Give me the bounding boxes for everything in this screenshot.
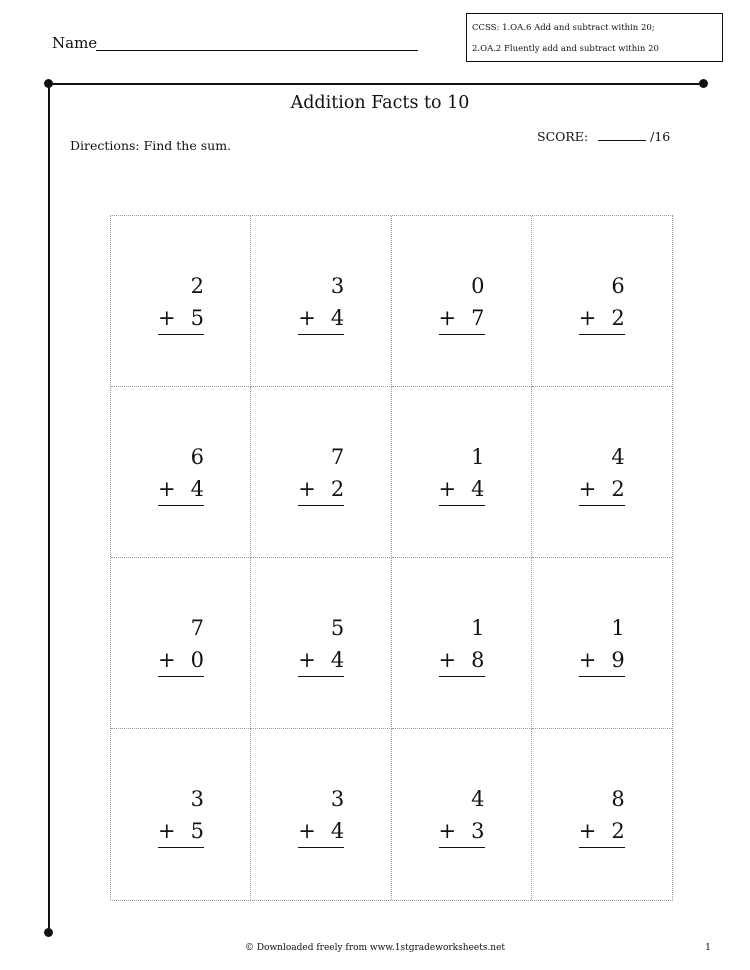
problem-cell[interactable] bbox=[532, 729, 672, 900]
addend-bottom: 4 bbox=[330, 819, 345, 843]
addition-problem bbox=[579, 611, 625, 677]
plus-sign: + bbox=[578, 477, 597, 501]
addition-problem bbox=[439, 440, 485, 506]
page-number: 1 bbox=[705, 942, 712, 953]
problem-cell[interactable] bbox=[532, 387, 672, 558]
problem-cell[interactable] bbox=[111, 729, 251, 900]
directions: Directions: Find the sum. bbox=[70, 138, 232, 153]
addend-bottom: 9 bbox=[611, 648, 625, 672]
addend-bottom-row bbox=[298, 816, 344, 848]
plus-sign: + bbox=[158, 306, 176, 330]
addition-problem bbox=[158, 440, 204, 506]
addend-top: 6 bbox=[190, 445, 204, 469]
problem-cell[interactable] bbox=[392, 558, 532, 729]
plus-sign: + bbox=[158, 648, 176, 672]
addend-bottom-row bbox=[579, 303, 625, 335]
top-rule bbox=[48, 83, 704, 85]
addend-top: 3 bbox=[190, 787, 204, 811]
plus-sign: + bbox=[578, 819, 597, 843]
plus-sign: + bbox=[298, 648, 316, 672]
addend-bottom: 4 bbox=[471, 477, 485, 501]
addition-problem bbox=[298, 611, 344, 677]
addend-bottom-row bbox=[298, 645, 344, 677]
addition-problem bbox=[298, 440, 344, 506]
plus-sign: + bbox=[298, 306, 316, 330]
addend-bottom-row bbox=[439, 816, 485, 848]
addend-top: 7 bbox=[330, 445, 345, 469]
plus-sign: + bbox=[578, 306, 597, 330]
addend-bottom: 2 bbox=[611, 819, 625, 843]
problem-cell[interactable] bbox=[392, 729, 532, 900]
addend-bottom-row bbox=[439, 474, 485, 506]
addend-bottom-row bbox=[158, 474, 204, 506]
ccss-line-1: CCSS: 1.OA.6 Add and subtract within 20; bbox=[472, 23, 655, 33]
corner-dot-top-right bbox=[699, 79, 708, 88]
score-blank[interactable] bbox=[598, 140, 646, 141]
addend-top: 1 bbox=[471, 445, 485, 469]
addend-bottom: 4 bbox=[190, 477, 204, 501]
addend-bottom: 4 bbox=[330, 306, 345, 330]
addend-bottom-row bbox=[579, 645, 625, 677]
addition-problem bbox=[579, 269, 625, 335]
problem-cell[interactable] bbox=[251, 729, 391, 900]
addition-problem bbox=[298, 782, 344, 848]
problem-cell[interactable] bbox=[111, 216, 251, 387]
addend-bottom-row bbox=[298, 474, 344, 506]
problem-cell[interactable] bbox=[251, 387, 391, 558]
score-label: SCORE: bbox=[537, 129, 589, 144]
problem-cell[interactable] bbox=[251, 558, 391, 729]
left-rule bbox=[48, 84, 50, 932]
plus-sign: + bbox=[438, 819, 457, 843]
name-line bbox=[96, 50, 418, 51]
addition-problem bbox=[439, 782, 485, 848]
addend-bottom: 2 bbox=[330, 477, 345, 501]
addend-bottom-row bbox=[439, 645, 485, 677]
addend-bottom-row bbox=[158, 645, 204, 677]
ccss-line-2: 2.OA.2 Fluently add and subtract within 20 bbox=[472, 44, 659, 54]
corner-dot-top-left bbox=[44, 79, 53, 88]
addend-bottom-row bbox=[579, 816, 625, 848]
addend-top: 4 bbox=[471, 787, 485, 811]
addend-top: 3 bbox=[330, 274, 345, 298]
addend-top: 1 bbox=[611, 616, 625, 640]
addend-bottom: 4 bbox=[330, 648, 345, 672]
score-total: /16 bbox=[650, 129, 671, 144]
addend-top: 3 bbox=[330, 787, 345, 811]
addition-problem bbox=[439, 269, 485, 335]
ccss-standards-box bbox=[466, 13, 723, 62]
addition-problem bbox=[579, 440, 625, 506]
corner-dot-bottom-left bbox=[44, 928, 53, 937]
addend-bottom: 5 bbox=[190, 306, 204, 330]
page-title: Addition Facts to 10 bbox=[290, 93, 470, 113]
addend-bottom: 5 bbox=[190, 819, 204, 843]
addend-bottom-row bbox=[579, 474, 625, 506]
addition-problem bbox=[158, 782, 204, 848]
addend-bottom-row bbox=[298, 303, 344, 335]
name-label: Name bbox=[52, 34, 98, 52]
addend-bottom-row bbox=[158, 303, 204, 335]
problem-cell[interactable] bbox=[111, 558, 251, 729]
addend-bottom: 3 bbox=[471, 819, 485, 843]
addend-top: 0 bbox=[471, 274, 485, 298]
problem-cell[interactable] bbox=[111, 387, 251, 558]
addition-problem bbox=[439, 611, 485, 677]
addition-problem bbox=[158, 269, 204, 335]
problem-cell[interactable] bbox=[532, 216, 672, 387]
addend-bottom-row bbox=[439, 303, 485, 335]
addend-bottom-row bbox=[158, 816, 204, 848]
addend-bottom: 0 bbox=[190, 648, 204, 672]
plus-sign: + bbox=[158, 819, 176, 843]
plus-sign: + bbox=[438, 477, 457, 501]
plus-sign: + bbox=[578, 648, 597, 672]
addend-bottom: 2 bbox=[611, 306, 625, 330]
addend-top: 8 bbox=[611, 787, 625, 811]
addend-top: 7 bbox=[190, 616, 204, 640]
plus-sign: + bbox=[298, 819, 316, 843]
score bbox=[537, 129, 670, 144]
addition-problem bbox=[579, 782, 625, 848]
addend-top: 4 bbox=[611, 445, 625, 469]
addend-bottom: 2 bbox=[611, 477, 625, 501]
addend-top: 5 bbox=[330, 616, 345, 640]
addend-top: 1 bbox=[471, 616, 485, 640]
addend-top: 2 bbox=[190, 274, 204, 298]
plus-sign: + bbox=[158, 477, 176, 501]
addition-problem bbox=[298, 269, 344, 335]
problem-cell[interactable] bbox=[392, 387, 532, 558]
problem-cell[interactable] bbox=[251, 216, 391, 387]
plus-sign: + bbox=[438, 306, 457, 330]
problem-grid bbox=[110, 215, 673, 901]
problem-cell[interactable] bbox=[532, 558, 672, 729]
plus-sign: + bbox=[298, 477, 316, 501]
addend-bottom: 7 bbox=[471, 306, 485, 330]
addend-top: 6 bbox=[611, 274, 625, 298]
footer-credit: © Downloaded freely from www.1stgradeworksheets.net bbox=[244, 943, 506, 953]
addend-bottom: 8 bbox=[471, 648, 485, 672]
problem-cell[interactable] bbox=[392, 216, 532, 387]
plus-sign: + bbox=[438, 648, 457, 672]
addition-problem bbox=[158, 611, 204, 677]
